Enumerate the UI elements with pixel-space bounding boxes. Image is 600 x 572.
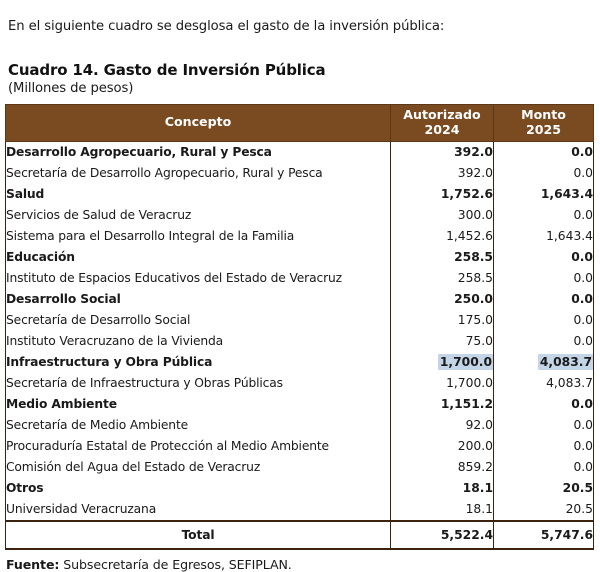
table-row[interactable]	[6, 226, 594, 247]
cell-monto-2025: 0.0	[494, 141, 594, 163]
table-row[interactable]	[6, 499, 594, 521]
cell-concepto: Sistema para el Desarrollo Integral de la Familia	[6, 226, 391, 247]
column-header-autorizado-label: Autorizado	[403, 107, 481, 123]
cell-autorizado-2024: 859.2	[391, 457, 494, 478]
cell-monto-2025: 0.0	[494, 310, 594, 331]
selected-value-highlight: 4,083.7	[539, 355, 592, 370]
cell-autorizado-2024: 300.0	[391, 205, 494, 226]
table-row[interactable]	[6, 141, 594, 163]
source-label: Fuente:	[6, 556, 60, 572]
table-title-block	[0, 48, 600, 97]
cell-total-monto-2025: 5,747.6	[494, 521, 594, 549]
table-row[interactable]	[6, 268, 594, 289]
column-header-monto-label: Monto	[521, 107, 566, 123]
selected-value-highlight: 1,700.0	[439, 355, 492, 370]
cell-autorizado-2024	[391, 352, 494, 373]
document-page	[0, 13, 600, 572]
cell-concepto: Desarrollo Agropecuario, Rural y Pesca	[6, 141, 391, 163]
cell-monto-2025: 0.0	[494, 268, 594, 289]
cell-total-autorizado-2024: 5,522.4	[391, 521, 494, 549]
cell-autorizado-2024: 258.5	[391, 268, 494, 289]
cell-monto-2025: 0.0	[494, 163, 594, 184]
cell-monto-2025: 1,643.4	[494, 226, 594, 247]
cell-autorizado-2024: 18.1	[391, 478, 494, 499]
table-row[interactable]	[6, 457, 594, 478]
table-row[interactable]	[6, 436, 594, 457]
table-body	[6, 141, 594, 549]
table-row[interactable]	[6, 331, 594, 352]
cell-autorizado-2024: 250.0	[391, 289, 494, 310]
table-row[interactable]	[6, 163, 594, 184]
cell-concepto: Universidad Veracruzana	[6, 499, 391, 521]
column-header-concepto[interactable]	[6, 104, 391, 141]
inversion-publica-table	[5, 104, 594, 550]
column-header-monto-year: 2025	[525, 121, 562, 137]
cell-monto-2025	[494, 352, 594, 373]
table-units-label: (Millones de pesos)	[8, 81, 134, 97]
cell-autorizado-2024: 175.0	[391, 310, 494, 331]
cell-concepto: Instituto Veracruzano de la Vivienda	[6, 331, 391, 352]
table-row[interactable]	[6, 352, 594, 373]
cell-monto-2025: 0.0	[494, 289, 594, 310]
cell-concepto: Procuraduría Estatal de Protección al Medio Ambiente	[6, 436, 391, 457]
cell-monto-2025: 4,083.7	[494, 373, 594, 394]
column-header-concepto-label: Concepto	[164, 114, 232, 130]
table-row[interactable]	[6, 184, 594, 205]
cell-monto-2025: 0.0	[494, 205, 594, 226]
table-row[interactable]	[6, 310, 594, 331]
cell-autorizado-2024: 392.0	[391, 163, 494, 184]
cell-autorizado-2024: 200.0	[391, 436, 494, 457]
table-source-note	[0, 550, 600, 572]
cell-autorizado-2024: 392.0	[391, 141, 494, 163]
cell-concepto: Secretaría de Desarrollo Social	[6, 310, 391, 331]
cell-autorizado-2024: 92.0	[391, 415, 494, 436]
table-header-row	[6, 104, 594, 141]
cell-concepto: Secretaría de Medio Ambiente	[6, 415, 391, 436]
cell-monto-2025: 20.5	[494, 478, 594, 499]
cell-monto-2025: 0.0	[494, 415, 594, 436]
cell-concepto: Instituto de Espacios Educativos del Estado de Veracruz	[6, 268, 391, 289]
cell-concepto: Infraestructura y Obra Pública	[6, 352, 391, 373]
cell-autorizado-2024: 1,752.6	[391, 184, 494, 205]
cell-autorizado-2024: 1,452.6	[391, 226, 494, 247]
cell-autorizado-2024: 1,700.0	[391, 373, 494, 394]
cell-concepto: Comisión del Agua del Estado de Veracruz	[6, 457, 391, 478]
table-row[interactable]	[6, 205, 594, 226]
table-header	[6, 104, 594, 141]
cell-concepto: Salud	[6, 184, 391, 205]
cell-concepto: Servicios de Salud de Veracruz	[6, 205, 391, 226]
cell-concepto: Secretaría de Infraestructura y Obras Públicas	[6, 373, 391, 394]
cell-concepto: Secretaría de Desarrollo Agropecuario, Rural y Pesca	[6, 163, 391, 184]
table-row[interactable]	[6, 247, 594, 268]
column-header-autorizado[interactable]	[391, 104, 494, 141]
table-row[interactable]	[6, 478, 594, 499]
cell-concepto: Medio Ambiente	[6, 394, 391, 415]
cell-autorizado-2024: 1,151.2	[391, 394, 494, 415]
cell-autorizado-2024: 258.5	[391, 247, 494, 268]
cell-autorizado-2024: 18.1	[391, 499, 494, 521]
cell-monto-2025: 0.0	[494, 436, 594, 457]
cell-concepto: Educación	[6, 247, 391, 268]
cell-concepto: Desarrollo Social	[6, 289, 391, 310]
cell-monto-2025: 0.0	[494, 394, 594, 415]
column-header-autorizado-year: 2024	[424, 121, 460, 137]
cell-monto-2025: 20.5	[494, 499, 594, 521]
column-header-monto[interactable]	[494, 104, 594, 141]
intro-paragraph: En el siguiente cuadro se desglosa el gasto de la inversión pública:	[8, 19, 445, 35]
table-total-row[interactable]	[6, 521, 594, 549]
source-text: Subsecretaría de Egresos, SEFIPLAN.	[59, 556, 292, 572]
table-row[interactable]	[6, 373, 594, 394]
cell-monto-2025: 0.0	[494, 331, 594, 352]
table-row[interactable]	[6, 394, 594, 415]
cell-concepto: Otros	[6, 478, 391, 499]
cell-total-label: Total	[6, 521, 391, 549]
page-title: Cuadro 14. Gasto de Inversión Pública	[8, 61, 326, 80]
table-row[interactable]	[6, 415, 594, 436]
table-container	[0, 98, 600, 550]
cell-monto-2025: 0.0	[494, 247, 594, 268]
cell-autorizado-2024: 75.0	[391, 331, 494, 352]
cell-monto-2025: 1,643.4	[494, 184, 594, 205]
table-row[interactable]	[6, 289, 594, 310]
cell-monto-2025: 0.0	[494, 457, 594, 478]
